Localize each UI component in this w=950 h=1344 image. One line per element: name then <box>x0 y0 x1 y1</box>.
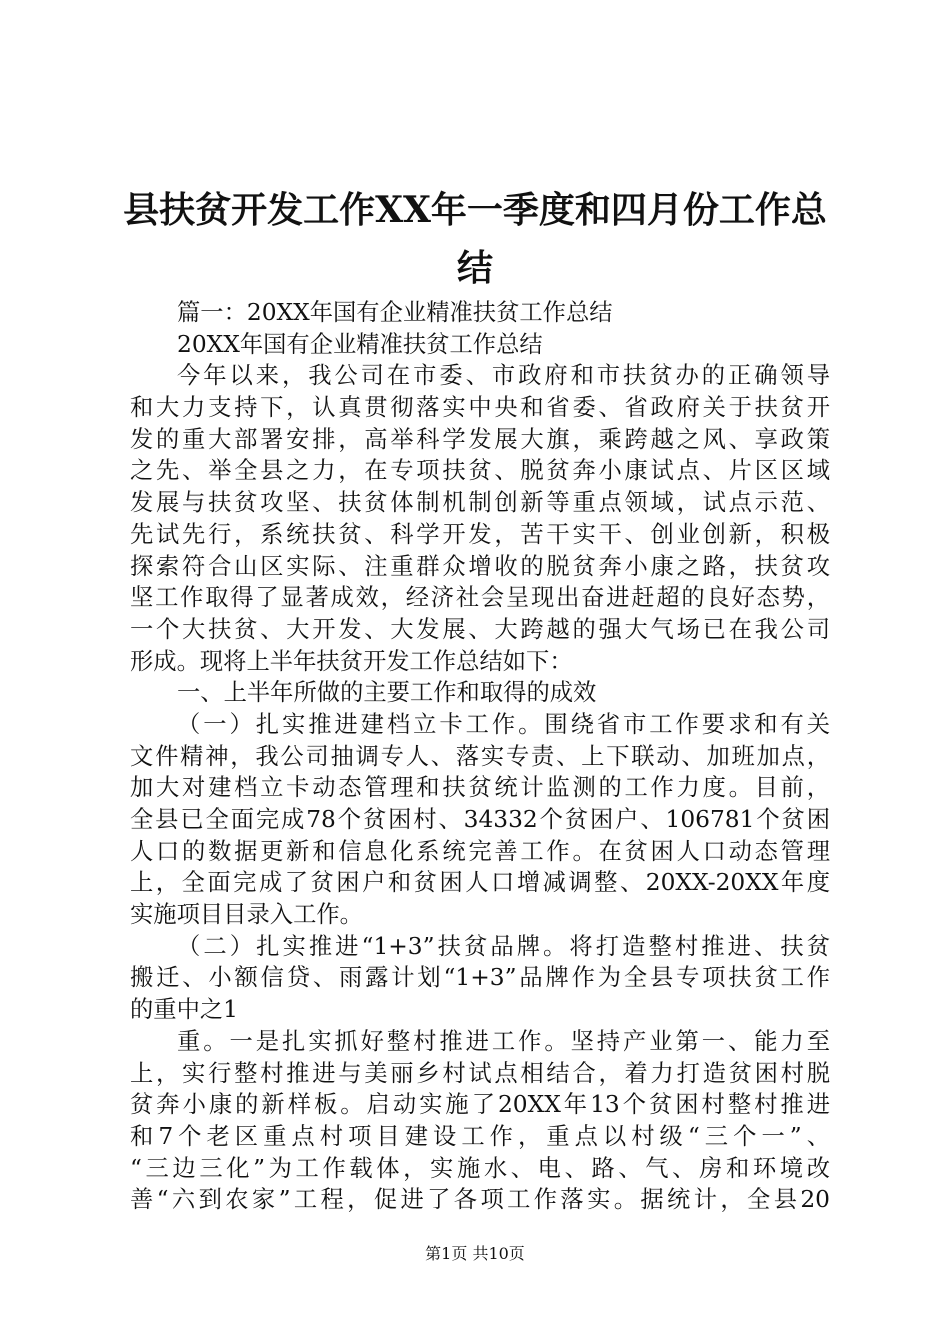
body-text-line: 搬迁、小额信贷、雨露计划“1+3”品牌作为全县专项扶贫工作 <box>130 964 830 992</box>
body-text-line: 全县已全面完成78个贫困村、34332个贫困户、106781个贫困 <box>130 806 830 833</box>
document-title-line-1: 县扶贫开发工作XX年一季度和四月份工作总 <box>123 189 827 231</box>
body-text-line: 探索符合山区实际、注重群众增收的脱贫奔小康之路，扶贫攻 <box>130 552 830 580</box>
body-text-line: 实施项目目录入工作。 <box>130 901 363 929</box>
body-text-line: 发的重大部署安排，高举科学发展大旗，乘跨越之风、享政策 <box>130 425 830 453</box>
body-text-line: 上，实行整村推进与美丽乡村试点相结合，着力打造贫困村脱 <box>130 1059 830 1087</box>
body-text-line: （一）扎实推进建档立卡工作。围绕省市工作要求和有关 <box>177 710 830 738</box>
body-text-line: 20XX年国有企业精准扶贫工作总结 <box>177 330 543 358</box>
document-body <box>130 297 830 1216</box>
body-text-line: 人口的数据更新和信息化系统完善工作。在贫困人口动态管理 <box>130 837 830 865</box>
body-text-line: 贫奔小康的新样板。启动实施了20XX年13个贫困村整村推进 <box>130 1091 830 1119</box>
body-text-line: 先试先行，系统扶贫、科学开发，苦干实干、创业创新，积极 <box>130 520 830 548</box>
page-footer: 第1页 共10页 <box>425 1244 525 1263</box>
body-text-line: 一个大扶贫、大开发、大发展、大跨越的强大气场已在我公司 <box>130 615 830 643</box>
body-text-line: “三边三化”为工作载体，实施水、电、路、气、房和环境改 <box>130 1154 830 1182</box>
body-text-line: （二）扎实推进“1+3”扶贫品牌。将打造整村推进、扶贫 <box>177 932 830 960</box>
body-text-line: 的重中之1 <box>130 996 239 1024</box>
body-text-line: 上，全面完成了贫困户和贫困人口增减调整、20XX-20XX年度 <box>130 869 830 897</box>
body-text-line: 形成。现将上半年扶贫开发工作总结如下： <box>130 647 573 675</box>
document-title-line-2: 结 <box>456 247 493 289</box>
body-text-line: 一、上半年所做的主要工作和取得的成效 <box>177 679 597 707</box>
body-text-line: 和大力支持下，认真贯彻落实中央和省委、省政府关于扶贫开 <box>130 394 830 422</box>
body-text-line: 加大对建档立卡动态管理和扶贫统计监测的工作力度。目前， <box>130 774 830 802</box>
body-text-line: 文件精神，我公司抽调专人、落实专责、上下联动、加班加点， <box>130 742 830 770</box>
body-text-line: 坚工作取得了显著成效，经济社会呈现出奋进赶超的良好态势， <box>130 584 830 612</box>
body-text-line: 之先、举全县之力，在专项扶贫、脱贫奔小康试点、片区区域 <box>130 457 830 485</box>
body-text-line: 重。一是扎实抓好整村推进工作。坚持产业第一、能力至 <box>177 1027 830 1055</box>
body-text-line: 发展与扶贫攻坚、扶贫体制机制创新等重点领域，试点示范、 <box>130 489 830 517</box>
body-text-line: 和7个老区重点村项目建设工作，重点以村级“三个一”、 <box>130 1122 830 1150</box>
body-text-line: 今年以来，我公司在市委、市政府和市扶贫办的正确领导 <box>177 362 830 390</box>
body-text-line: 篇一：20XX年国有企业精准扶贫工作总结 <box>177 299 613 326</box>
body-text-line: 善“六到农家”工程，促进了各项工作落实。据统计，全县20 <box>130 1186 830 1214</box>
